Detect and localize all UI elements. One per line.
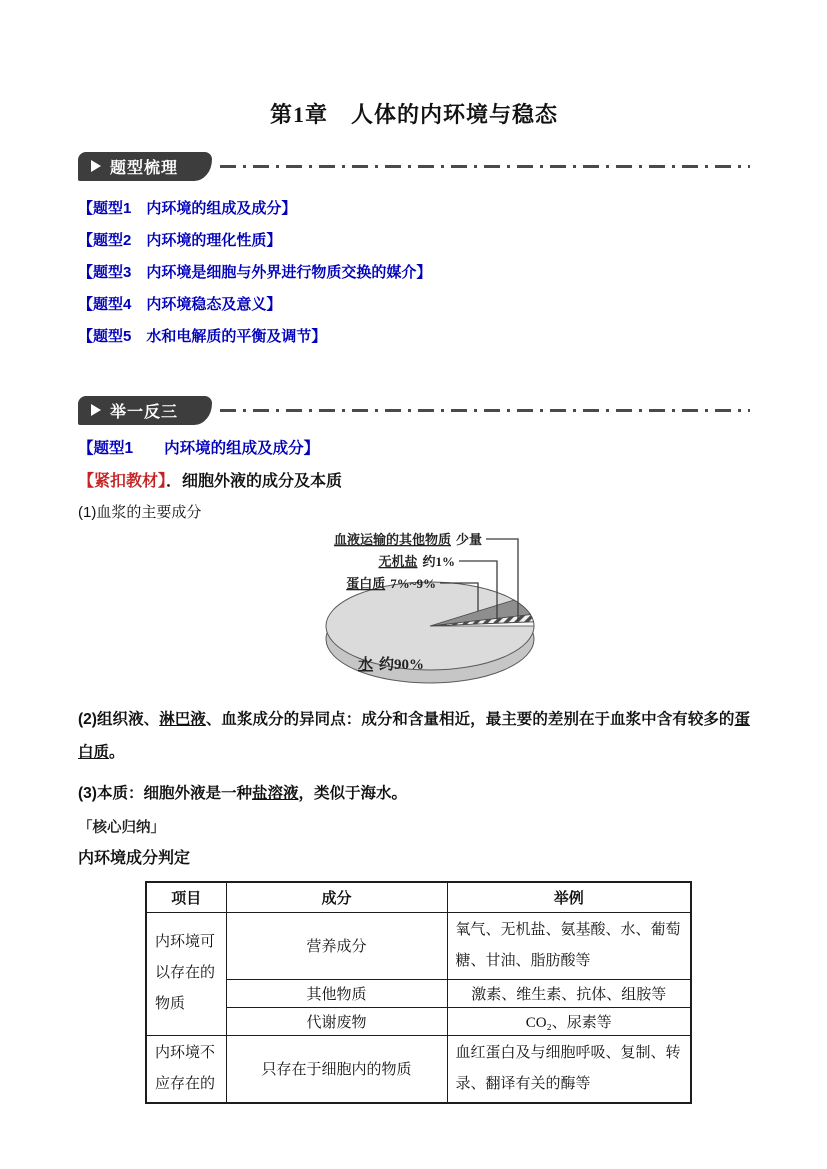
topic-link-4[interactable]: 【题型4 内环境稳态及意义】 <box>78 296 282 313</box>
dash-divider <box>220 165 750 168</box>
plasma-pie-svg <box>300 529 630 695</box>
component-waste: 代谢废物 <box>226 1007 447 1035</box>
component-intracellular-only: 只存在于细胞内的物质 <box>226 1035 447 1103</box>
plasma-pie-chart <box>300 529 630 695</box>
para2-underlined-term: 淋巴液 <box>159 711 206 728</box>
outline-ribbon-label: 题型梳理 <box>110 159 179 177</box>
component-judgement-table <box>145 881 692 1104</box>
topic-link-2[interactable]: 【题型2 内环境的理化性质】 <box>78 232 282 249</box>
topic-link-1[interactable]: 【题型1 内环境的组成及成分】 <box>78 200 297 217</box>
component-nutrients: 营养成分 <box>226 912 447 979</box>
item-1-label: (1)血浆的主要成分 <box>78 504 202 521</box>
para3-seg: ，类似于海水。 <box>298 785 407 802</box>
dash-divider <box>220 409 750 412</box>
play-icon <box>91 404 101 416</box>
para2-seg: 、血浆成分的异同点：成分和含量相近，最主要的差别在于血浆中含有较多的 <box>205 711 735 728</box>
example-nutrients: 氧气、无机盐、氨基酸、水、葡萄糖、甘油、脂肪酸等 <box>447 912 691 979</box>
component-other: 其他物质 <box>226 979 447 1007</box>
para2-seg: (2)组织液、 <box>78 711 160 728</box>
para3-underlined-term: 盐溶液 <box>251 785 299 802</box>
example-intracellular-only: 血红蛋白及与细胞呼吸、复制、转录、翻译有关的酶等 <box>447 1035 691 1103</box>
col-header-item: 项目 <box>146 882 226 912</box>
category-can-exist: 内环境可以存在的物质 <box>146 912 226 1035</box>
category-should-not-exist: 内环境不应存在的 <box>146 1035 226 1103</box>
para2-seg: 。 <box>109 744 125 761</box>
section-header-practice <box>78 395 750 425</box>
para3-seg: (3)本质：细胞外液是一种 <box>78 785 252 802</box>
outline-ribbon <box>78 152 192 181</box>
example-other: 激素、维生素、抗体、组胺等 <box>447 979 691 1007</box>
core-summary-title: 内环境成分判定 <box>78 850 191 867</box>
pie-label-other: 血液运输的其他物质 少量 <box>333 532 482 547</box>
page-title: 第1章 人体的内环境与稳态 <box>269 102 558 127</box>
table-row <box>146 912 691 979</box>
paragraph-2 <box>78 703 750 769</box>
core-summary-bracket: 「核心归纳」 <box>78 820 165 836</box>
table-row <box>146 1007 691 1035</box>
textbook-tag-line <box>78 470 750 494</box>
col-header-example: 举例 <box>447 882 691 912</box>
topic-link-list <box>78 193 750 353</box>
practice-ribbon <box>78 396 192 425</box>
pie-label-protein: 蛋白质 7%~9% <box>346 576 436 591</box>
para2-underlined-term: 蛋白质 <box>78 711 750 761</box>
textbook-tag-rest: ．细胞外液的成分及本质 <box>166 473 343 490</box>
paragraph-3 <box>78 777 750 810</box>
topic-link-3[interactable]: 【题型3 内环境是细胞与外界进行物质交换的媒介】 <box>78 264 432 281</box>
practice-ribbon-label: 举一反三 <box>110 403 179 421</box>
col-header-component: 成分 <box>226 882 447 912</box>
example-waste: CO₂、尿素等 <box>447 1007 691 1035</box>
table-row <box>146 1035 691 1103</box>
textbook-tag: 【紧扣教材】 <box>78 473 167 490</box>
topic-link-5[interactable]: 【题型5 水和电解质的平衡及调节】 <box>78 328 327 345</box>
table-header-row <box>146 882 691 912</box>
pie-label-salt: 无机盐 约1% <box>378 554 455 569</box>
pie-label-water: 水 约90% <box>358 657 425 673</box>
play-icon <box>91 160 101 172</box>
table-row <box>146 979 691 1007</box>
practice-topic-heading: 【题型1 内环境的组成及成分】 <box>78 440 320 457</box>
section-header-outline <box>78 151 750 181</box>
